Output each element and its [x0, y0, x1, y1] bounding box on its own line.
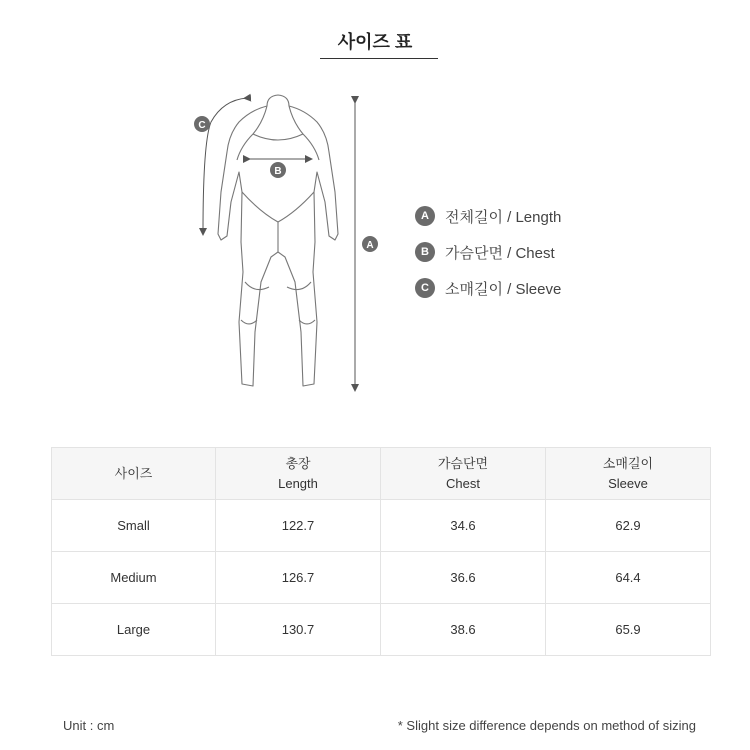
- table-row: [52, 500, 711, 552]
- header-chest: [381, 448, 546, 500]
- legend-badge: C: [415, 278, 435, 298]
- header-sleeve: [546, 448, 711, 500]
- cell-length: 126.7: [216, 552, 381, 604]
- legend-item-length: [415, 198, 561, 234]
- header-chest-en: Chest: [446, 475, 480, 491]
- table-row: [52, 552, 711, 604]
- cell-chest: 36.6: [381, 552, 546, 604]
- cell-length: 122.7: [216, 500, 381, 552]
- legend-label: 소매길이 / Sleeve: [445, 280, 562, 298]
- cell-sleeve: 65.9: [546, 604, 711, 656]
- header-length-ko: 총장: [285, 455, 311, 471]
- cell-sleeve: 62.9: [546, 500, 711, 552]
- wetsuit-diagram: [185, 82, 395, 402]
- header-sleeve-en: Sleeve: [608, 475, 648, 491]
- header-chest-ko: 가슴단면: [437, 455, 489, 471]
- header-length-en: Length: [278, 475, 318, 491]
- cell-chest: 38.6: [381, 604, 546, 656]
- cell-sleeve: 64.4: [546, 552, 711, 604]
- legend-badge: A: [415, 206, 435, 226]
- cell-size: Small: [52, 500, 216, 552]
- legend-item-chest: [415, 234, 561, 270]
- cell-length: 130.7: [216, 604, 381, 656]
- measurement-legend: [415, 198, 561, 306]
- sizing-disclaimer: * Slight size difference depends on method of sizing: [397, 718, 696, 733]
- size-table: [51, 447, 711, 656]
- cell-size: Medium: [52, 552, 216, 604]
- header-sleeve-ko: 소매길이: [602, 455, 654, 471]
- unit-note: Unit : cm: [63, 718, 115, 733]
- table-header-row: [52, 448, 711, 500]
- table-row: [52, 604, 711, 656]
- label-a: A: [366, 240, 374, 251]
- cell-size: Large: [52, 604, 216, 656]
- cell-chest: 34.6: [381, 500, 546, 552]
- legend-item-sleeve: [415, 270, 561, 306]
- header-size-ko: 사이즈: [114, 465, 153, 481]
- label-c: C: [198, 120, 206, 131]
- header-size: [52, 448, 216, 500]
- page-title: 사이즈 표: [337, 32, 413, 52]
- title-underline: [320, 58, 438, 59]
- wetsuit-outline: [218, 95, 338, 386]
- label-b: B: [274, 166, 282, 177]
- legend-label: 가슴단면 / Chest: [445, 244, 555, 262]
- legend-badge: B: [415, 242, 435, 262]
- legend-label: 전체길이 / Length: [445, 208, 562, 226]
- header-length: [216, 448, 381, 500]
